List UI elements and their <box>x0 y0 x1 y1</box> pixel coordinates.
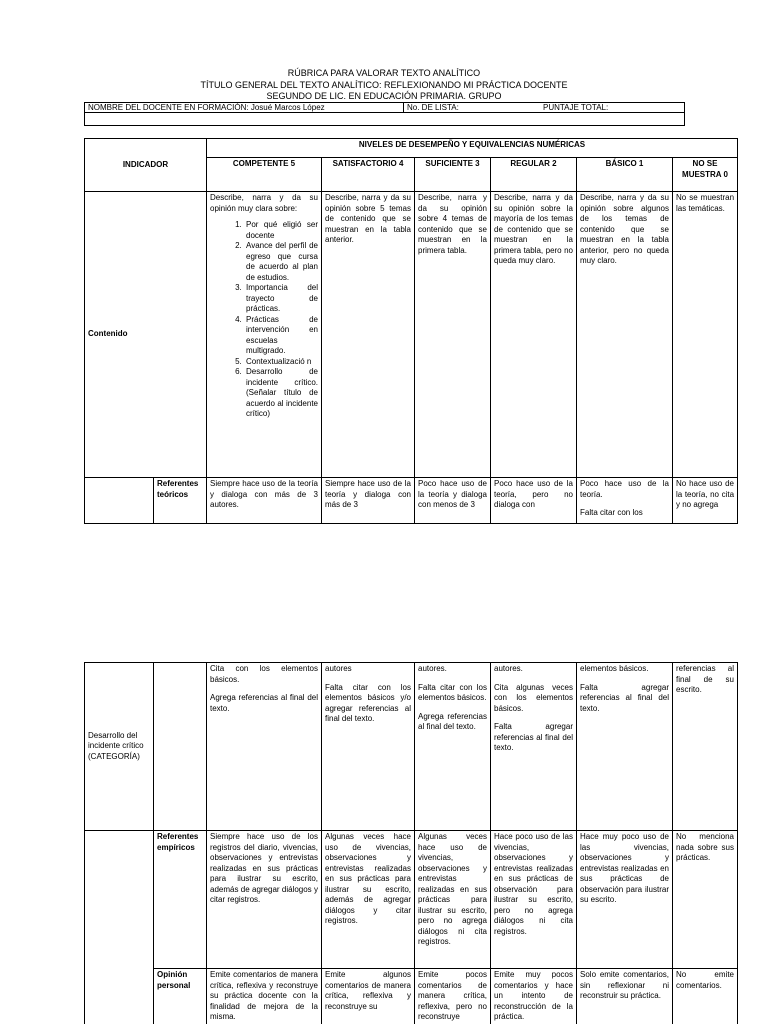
level-satisfactorio: SATISFACTORIO 4 <box>322 158 415 192</box>
empiricos-no-muestra: No menciona nada sobre sus prácticas. <box>673 831 738 969</box>
rubric-title: RÚBRICA PARA VALORAR TEXTO ANALÍTICO <box>287 68 481 78</box>
rubric-page-2 <box>0 662 768 1024</box>
analytic-text-title: TÍTULO GENERAL DEL TEXTO ANALÍTICO: REFLEXIONANDO MI PRÁCTICA DOCENTE <box>200 80 568 90</box>
teoricos-basico-cont: elementos básicos. Falta agregar referencias al final del texto. <box>577 663 673 831</box>
table-row <box>85 478 738 524</box>
level-no-muestra: NO SE MUESTRA 0 <box>673 158 738 192</box>
empiricos-suficiente: Algunas veces hace uso de vivencias, observaciones y entrevistas realizadas en sus prácticas para ilustrar su escrito, pero no agrega diálogos ni cita registros. <box>415 831 491 969</box>
table-row <box>85 831 738 969</box>
indicator-referentes-empiricos: Referentes empíricos <box>154 831 207 969</box>
opinion-regular: Emite muy pocos comentarios y hace un intento de reconstrucción de la práctica. <box>491 969 577 1024</box>
list-item: 5. Contextualizació n <box>244 357 318 368</box>
table-row <box>85 663 738 831</box>
teoricos-suficiente: Poco hace uso de la teoría y dialoga con menos de 3 <box>415 478 491 524</box>
contenido-topic-list <box>210 220 318 420</box>
list-item: 1. Por qué eligió ser docente <box>244 220 318 241</box>
level-competente: COMPETENTE 5 <box>207 158 322 192</box>
opinion-competente: Emite comentarios de manera crítica, reflexiva y reconstruye su práctica docente con la finalidad de mejora de la misma. <box>207 969 322 1024</box>
teoricos-no-muestra: No hace uso de la teoría, no cita y no agrega <box>673 478 738 524</box>
empiricos-competente: Siempre hace uso de los registros del diario, vivencias, observaciones y entrevistas realizadas en sus prácticas para ilustrar su escrito, además de agregar diálogos y citar registros. <box>207 831 322 969</box>
teoricos-regular: Poco hace uso de la teoría, pero no dialoga con <box>491 478 577 524</box>
indicator-contenido: Contenido <box>85 192 207 478</box>
student-name-label: NOMBRE DEL DOCENTE EN FORMACIÓN: Josué Marcos López <box>88 103 325 112</box>
empiricos-basico: Hace muy poco uso de las vivencias, observaciones y entrevistas realizadas en sus prácticas de observación para ilustrar su escrito. <box>577 831 673 969</box>
level-suficiente: SUFICIENTE 3 <box>415 158 491 192</box>
opinion-basico: Solo emite comentarios, sin reflexionar ni reconstruir su práctica. <box>577 969 673 1024</box>
opinion-satisfactorio: Emite algunos comentarios de manera crítica, reflexiva y reconstruye su <box>322 969 415 1024</box>
list-item: 2. Avance del perfil de egreso que cursa de acuerdo al plan de estudios. <box>244 241 318 283</box>
list-item: 4. Prácticas de intervención en escuelas multigrado. <box>244 315 318 357</box>
contenido-suficiente: Describe, narra y da su opinión sobre 4 temas de contenido que se muestran en la primera tabla. <box>415 192 491 478</box>
teoricos-no-muestra-cont: referencias al final de su escrito. <box>673 663 738 831</box>
teoricos-competente: Siempre hace uso de la teoría y dialoga con más de 3 autores. <box>207 478 322 524</box>
teoricos-satisfactorio: Siempre hace uso de la teoría y dialoga con más de 3 <box>322 478 415 524</box>
level-regular: REGULAR 2 <box>491 158 577 192</box>
table-row <box>85 192 738 478</box>
opinion-no-muestra: No emite comentarios. <box>673 969 738 1024</box>
total-score-label: PUNTAJE TOTAL: <box>543 103 609 112</box>
contenido-no-muestra: No se muestran las temáticas. <box>673 192 738 478</box>
indicator-referentes-teoricos: Referentes teóricos <box>154 478 207 524</box>
performance-levels-header: NIVELES DE DESEMPEÑO Y EQUIVALENCIAS NUMÉRICAS <box>207 139 738 158</box>
level-basico: BÁSICO 1 <box>577 158 673 192</box>
teoricos-regular-cont: autores. Cita algunas veces con los elementos básicos. Falta agregar referencias al final del texto. <box>491 663 577 831</box>
list-item: 3. Importancia del trayecto de prácticas. <box>244 283 318 315</box>
rubric-table-continued <box>84 662 738 1024</box>
teoricos-satisfactorio-cont: autores Falta citar con los elementos básicos y/o agregar referencias al final del texto. <box>322 663 415 831</box>
teoricos-basico: Poco hace uso de la teoría. Falta citar con los <box>577 478 673 524</box>
contenido-competente: Describe, narra y da su opinión muy clara sobre: 1. Por qué eligió ser docente 2. Avance del perfil de egreso que cursa de acuerdo al plan de estudios. 3. Importancia del trayecto de prácticas. 4. Prácticas de intervención en escuelas multigrado. 5. Contextualizació n 6. Desarrollo de incidente crítico. (Señalar título de acuerdo al incidente crítico) <box>207 192 322 478</box>
student-info-box <box>84 102 685 126</box>
indicator-desarrollo-incidente: Desarrollo del incidente crítico (CATEGORÍA) <box>85 663 154 831</box>
indicator-header: INDICADOR <box>85 139 207 192</box>
empiricos-satisfactorio: Algunas veces hace uso de vivencias, observaciones y entrevistas realizadas en sus prácticas para ilustrar su escrito, además de agregar diálogos y citar registros. <box>322 831 415 969</box>
teoricos-competente-cont: Cita con los elementos básicos. Agrega referencias al final del texto. <box>207 663 322 831</box>
empiricos-regular: Hace poco uso de las vivencias, observaciones y entrevistas realizadas en sus prácticas de observación para ilustrar su escrito, pero no agrega diálogos ni cita registros. <box>491 831 577 969</box>
contenido-regular: Describe, narra y da su opinión sobre la mayoría de los temas de contenido que se muestran en la primera tabla, pero no queda muy claro. <box>491 192 577 478</box>
opinion-suficiente: Emite pocos comentarios de manera crítica, reflexiva, pero no reconstruye <box>415 969 491 1024</box>
list-number-label: No. DE LISTA: <box>407 103 459 112</box>
table-row <box>85 969 738 1024</box>
contenido-basico: Describe, narra y da su opinión sobre algunos de los temas de contenido que se muestran en la tabla anterior, pero no queda muy claro. <box>577 192 673 478</box>
contenido-satisfactorio: Describe, narra y da su opinión sobre 5 temas de contenido que se muestran en la tabla anterior. <box>322 192 415 478</box>
indicator-opinion-personal: Opinión personal <box>154 969 207 1024</box>
grade-group-line: SEGUNDO DE LIC. EN EDUCACIÓN PRIMARIA. GRUPO <box>266 91 502 101</box>
list-item: 6. Desarrollo de incidente crítico. (Señalar título de acuerdo al incidente crítico) <box>244 367 318 420</box>
teoricos-suficiente-cont: autores. Falta citar con los elementos básicos. Agrega referencias al final del texto. <box>415 663 491 831</box>
rubric-table <box>84 138 738 524</box>
